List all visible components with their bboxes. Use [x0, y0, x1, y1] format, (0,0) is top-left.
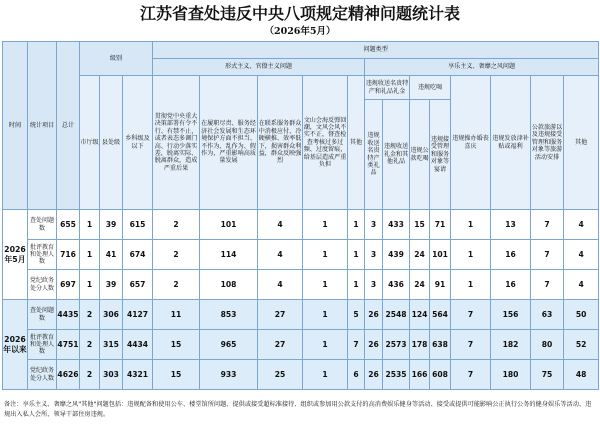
cell-value: 166: [410, 360, 430, 390]
cell-value: 4435: [57, 300, 80, 330]
header-gift-money: 违规收送礼金和其他礼品: [383, 100, 410, 210]
table-row: [3, 270, 599, 300]
cell-value: 75: [531, 360, 564, 390]
header-hedonism: 享乐主义、奢靡之风问题: [365, 59, 599, 76]
cell-value: 2: [80, 360, 100, 390]
period-label: 2026年5月: [3, 210, 28, 300]
row-label: 查处问题数: [28, 300, 57, 330]
cell-value: 433: [383, 210, 410, 240]
header-county-level: 县处级: [100, 76, 123, 210]
cell-value: 15: [153, 360, 200, 390]
cell-value: 13: [491, 210, 531, 240]
cell-value: 52: [564, 330, 599, 360]
header-formalism-service: 在联系服务群众中消极应付、冷硬横推、效率低下，损害群众利益，群众反映强烈: [258, 76, 303, 210]
cell-value: 16: [491, 240, 531, 270]
cell-value: 4127: [123, 300, 153, 330]
period-label: 2026年以来: [3, 300, 28, 390]
cell-value: 7: [451, 330, 491, 360]
cell-value: 436: [383, 270, 410, 300]
cell-value: 15: [153, 330, 200, 360]
cell-value: 71: [430, 210, 451, 240]
cell-value: 933: [200, 360, 258, 390]
cell-value: 3: [365, 270, 383, 300]
cell-value: 4626: [57, 360, 80, 390]
header-total: 总计: [57, 42, 80, 210]
cell-value: 26: [365, 300, 383, 330]
cell-value: 4: [258, 210, 303, 240]
header-hedonism-eat: 违规吃喝: [410, 76, 451, 100]
cell-value: 7: [531, 270, 564, 300]
header-formalism-decision: 贯彻党中央重大决策部署有令不行、有禁不止，或者表态多调门高、行动少落实差，脱离实际、脱离群众，造成严重后果: [153, 76, 200, 210]
cell-value: 124: [410, 300, 430, 330]
cell-value: 2573: [383, 330, 410, 360]
cell-value: 674: [123, 240, 153, 270]
cell-value: 1: [303, 240, 348, 270]
cell-value: 564: [430, 300, 451, 330]
cell-value: 2: [153, 270, 200, 300]
cell-value: 1: [80, 210, 100, 240]
cell-value: 50: [564, 300, 599, 330]
row-label: 党纪政务处分人数: [28, 360, 57, 390]
table-row: [3, 330, 599, 360]
cell-value: 4: [564, 240, 599, 270]
cell-value: 24: [410, 240, 430, 270]
cell-value: 178: [410, 330, 430, 360]
header-hedonism-travel: 公款旅游以及违规接受管理和服务对象等旅游活动安排: [531, 76, 564, 210]
cell-value: 1: [348, 210, 365, 240]
cell-value: 697: [57, 270, 80, 300]
cell-value: 4: [258, 270, 303, 300]
header-hedonism-wedding: 违规操办婚丧喜庆: [451, 76, 491, 210]
cell-value: 4: [564, 210, 599, 240]
header-hedonism-gift: 违规收送名贵特产和礼品礼金: [365, 76, 410, 100]
cell-value: 2548: [383, 300, 410, 330]
cell-value: 303: [100, 360, 123, 390]
cell-value: 25: [258, 360, 303, 390]
cell-value: 1: [348, 240, 365, 270]
cell-value: 16: [491, 270, 531, 300]
cell-value: 80: [531, 330, 564, 360]
page-subtitle: （2026年5月）: [264, 26, 336, 37]
cell-value: 101: [200, 210, 258, 240]
cell-value: 108: [200, 270, 258, 300]
cell-value: 1: [451, 210, 491, 240]
cell-value: 638: [430, 330, 451, 360]
cell-value: 63: [531, 300, 564, 330]
cell-value: 306: [100, 300, 123, 330]
cell-value: 7: [348, 330, 365, 360]
cell-value: 657: [123, 270, 153, 300]
cell-value: 1: [303, 330, 348, 360]
header-stat-item: 统计项目: [28, 42, 57, 210]
cell-value: 39: [100, 210, 123, 240]
cell-value: 4434: [123, 330, 153, 360]
cell-value: 853: [200, 300, 258, 330]
statistics-table: [2, 41, 599, 390]
cell-value: 3: [365, 240, 383, 270]
header-eat-banquet: 违规接受管理和服务对象等宴请: [430, 100, 451, 210]
footnote: 备注：享乐主义、奢靡之风"其他"问题包括：违规配备和使用公车、楼堂馆所问题、提供或接受超标准接待、组织或参加用公款支付的高消费娱乐健身等活动、接受或提供可能影响公正执行公务的健身娱乐等活动、违规出入私人会所、领导干部住房违规。: [4, 401, 592, 418]
cell-value: 608: [430, 360, 451, 390]
cell-value: 48: [564, 360, 599, 390]
table-row: [3, 300, 599, 330]
cell-value: 1: [451, 240, 491, 270]
cell-value: 15: [410, 210, 430, 240]
cell-value: 1: [80, 270, 100, 300]
header-formalism-other: 其他: [348, 76, 365, 210]
cell-value: 1: [303, 360, 348, 390]
cell-value: 182: [491, 330, 531, 360]
cell-value: 716: [57, 240, 80, 270]
cell-value: 2: [153, 210, 200, 240]
cell-value: 7: [531, 240, 564, 270]
cell-value: 2: [153, 240, 200, 270]
header-city-level: 市厅级: [80, 76, 100, 210]
table-row: [3, 210, 599, 240]
cell-value: 2: [80, 300, 100, 330]
cell-value: 1: [348, 270, 365, 300]
page-title: 江苏省查处违反中央八项规定精神问题统计表: [139, 4, 460, 23]
cell-value: 101: [430, 240, 451, 270]
cell-value: 1: [303, 270, 348, 300]
row-label: 查处问题数: [28, 210, 57, 240]
cell-value: 26: [365, 360, 383, 390]
header-formalism-duty: 在履职尽责、服务经济社会发展和生态环境保护方面不担当、不作为、乱作为、假作为，严重影响高质量发展: [200, 76, 258, 210]
row-label: 批评教育和处理人数: [28, 240, 57, 270]
cell-value: 315: [100, 330, 123, 360]
cell-value: 39: [100, 270, 123, 300]
statistics-table-wrapper: [2, 41, 598, 390]
cell-value: 27: [258, 300, 303, 330]
cell-value: 4321: [123, 360, 153, 390]
cell-value: 7: [451, 300, 491, 330]
row-label: 党纪政务处分人数: [28, 270, 57, 300]
row-label: 批评教育和处理人数: [28, 330, 57, 360]
header-level: 级别: [80, 42, 153, 76]
cell-value: 4: [564, 270, 599, 300]
cell-value: 156: [491, 300, 531, 330]
header-eat-public: 违规公款吃喝: [410, 100, 430, 210]
cell-value: 4751: [57, 330, 80, 360]
cell-value: 655: [57, 210, 80, 240]
header-problem-type: 问题类型: [153, 42, 599, 59]
cell-value: 5: [348, 300, 365, 330]
header-gift-specialty: 违规收送名贵特产类礼品: [365, 100, 383, 210]
cell-value: 439: [383, 240, 410, 270]
cell-value: 4: [258, 240, 303, 270]
cell-value: 91: [430, 270, 451, 300]
table-row: [3, 240, 599, 270]
cell-value: 24: [410, 270, 430, 300]
cell-value: 965: [200, 330, 258, 360]
cell-value: 180: [491, 360, 531, 390]
cell-value: 1: [303, 210, 348, 240]
cell-value: 11: [153, 300, 200, 330]
cell-value: 114: [200, 240, 258, 270]
cell-value: 2: [80, 330, 100, 360]
cell-value: 27: [258, 330, 303, 360]
cell-value: 2535: [383, 360, 410, 390]
header-hedonism-subsidy: 违规发放津补贴或福利: [491, 76, 531, 210]
cell-value: 1: [303, 300, 348, 330]
header-formalism-meetings: 文山会海反弹回潮，文风会风不实不正，督查检查考核过多过频、过度留痕，给基层造成严重负担: [303, 76, 348, 210]
header-time: 时间: [3, 42, 28, 210]
cell-value: 3: [365, 210, 383, 240]
cell-value: 7: [531, 210, 564, 240]
cell-value: 6: [348, 360, 365, 390]
header-hedonism-other: 其他: [564, 76, 599, 210]
header-town-level: 乡科级及以下: [123, 76, 153, 210]
header-formalism: 形式主义、官僚主义问题: [153, 59, 365, 76]
table-row: [3, 360, 599, 390]
cell-value: 1: [451, 270, 491, 300]
cell-value: 615: [123, 210, 153, 240]
cell-value: 26: [365, 330, 383, 360]
cell-value: 7: [451, 360, 491, 390]
cell-value: 1: [80, 240, 100, 270]
cell-value: 41: [100, 240, 123, 270]
